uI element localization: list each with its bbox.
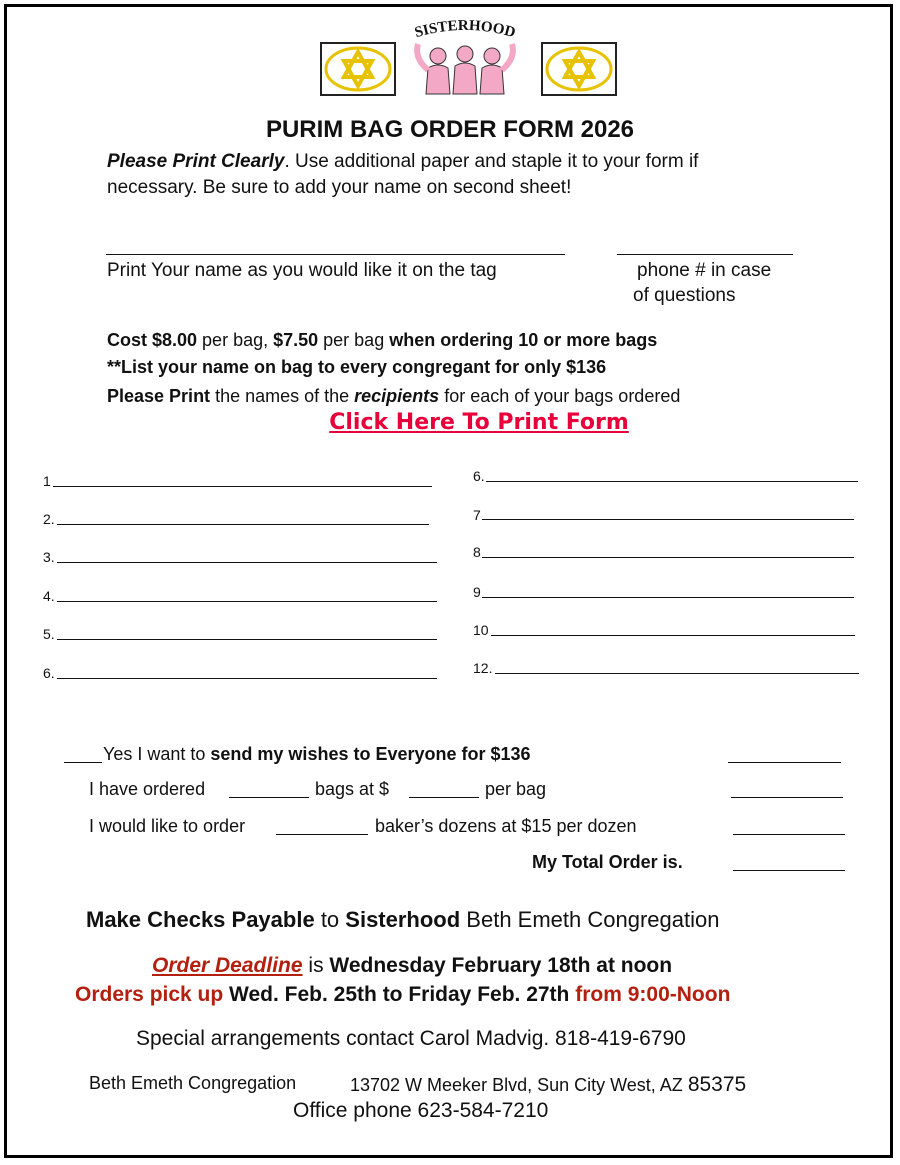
office-phone: Office phone 623-584-7210 xyxy=(293,1099,549,1122)
pickup-label: Orders pick up xyxy=(75,983,224,1006)
ordered-label-1: I have ordered xyxy=(89,779,206,799)
sisterhood-logo xyxy=(400,18,530,96)
bags-count-line[interactable] xyxy=(229,797,309,798)
recipient-line-right-6[interactable] xyxy=(495,673,859,674)
order-deadline-link[interactable]: Order Deadline xyxy=(152,954,303,977)
recipient-number-right-6: 12. xyxy=(473,660,493,676)
checks-text-1: to xyxy=(314,907,346,932)
recipient-number-left-4: 4. xyxy=(43,588,55,604)
recipient-number-left-3: 3. xyxy=(43,549,55,565)
special-arrangements: Special arrangements contact Carol Madvig. 818-419-6790 xyxy=(136,1027,686,1050)
cost-text-1: per bag, xyxy=(197,330,274,350)
star-of-david-left xyxy=(320,42,396,96)
cost-line xyxy=(107,330,657,351)
recipient-number-right-2: 7 xyxy=(473,507,481,523)
name-field-label: Print Your name as you would like it on the tag xyxy=(107,260,497,281)
recipient-number-left-5: 5. xyxy=(43,626,55,642)
address-zip: 85375 xyxy=(687,1073,747,1096)
address-org: Beth Emeth Congregation xyxy=(89,1073,297,1093)
wishes-text: Yes I want to xyxy=(103,744,211,764)
checks-text-2: Beth Emeth Congregation xyxy=(460,907,720,932)
intro-line-2: necessary. Be sure to add your name on second sheet! xyxy=(107,177,572,198)
ordered-label-2: bags at $ xyxy=(315,779,390,799)
recipient-line-left-1[interactable] xyxy=(53,486,432,487)
recipient-line-left-5[interactable] xyxy=(57,639,437,640)
recipient-number-left-6: 6. xyxy=(43,665,55,681)
recipient-number-left-1: 1 xyxy=(43,473,51,489)
recipient-number-right-4: 9 xyxy=(473,584,481,600)
recipient-line-right-3[interactable] xyxy=(482,557,854,558)
phone-field-line[interactable] xyxy=(617,254,793,255)
recipient-number-right-1: 6. xyxy=(473,468,485,484)
print-bold: Please Print xyxy=(107,386,211,406)
recipient-line-left-4[interactable] xyxy=(57,601,437,602)
bags-amount-line[interactable] xyxy=(731,797,843,798)
bakers-amount-line[interactable] xyxy=(733,834,845,835)
recipient-number-right-5: 10 xyxy=(473,622,489,638)
deadline-date: Wednesday February 18th at noon xyxy=(329,954,673,977)
intro-rest-1: . Use additional paper and staple it to your form if xyxy=(284,151,699,172)
svg-text:SISTERHOOD: SISTERHOOD xyxy=(412,18,518,42)
deadline-text: is xyxy=(302,954,330,977)
wishes-bold: send my wishes to Everyone for $136 xyxy=(210,744,531,764)
bakers-label-1: I would like to order xyxy=(89,816,246,836)
list-name-offer: **List your name on bag to every congregant for only $136 xyxy=(107,357,607,377)
name-field-line[interactable] xyxy=(106,254,565,255)
star-of-david-right xyxy=(541,42,617,96)
pickup-hours: from 9:00-Noon xyxy=(575,983,731,1006)
ordered-label-3: per bag xyxy=(485,779,547,799)
print-italic: recipients xyxy=(354,386,440,406)
deadline-line xyxy=(152,954,672,978)
address-line xyxy=(350,1073,746,1097)
print-recipients-line xyxy=(107,386,680,407)
cost-bold-3: when ordering 10 or more bags xyxy=(389,330,658,350)
bakers-count-line[interactable] xyxy=(276,834,368,835)
checks-payable xyxy=(86,907,719,933)
wishes-checkbox-line[interactable] xyxy=(64,762,102,763)
cost-bold-2: $7.50 xyxy=(273,330,319,350)
pickup-dates: Wed. Feb. 25th to Friday Feb. 27th xyxy=(223,983,576,1006)
recipient-line-right-5[interactable] xyxy=(491,635,855,636)
price-per-bag-line[interactable] xyxy=(409,797,479,798)
address-street: 13702 W Meeker Blvd, Sun City West, AZ xyxy=(350,1075,688,1095)
phone-field-label-1: phone # in case xyxy=(637,260,772,281)
intro-lead: Please Print Clearly xyxy=(107,151,285,172)
checks-bold-2: Sisterhood xyxy=(345,907,461,932)
wishes-amount-line[interactable] xyxy=(728,762,841,763)
cost-bold-1: Cost $8.00 xyxy=(107,330,198,350)
page-title: PURIM BAG ORDER FORM 2026 xyxy=(265,116,635,143)
recipient-number-left-2: 2. xyxy=(43,511,55,527)
recipient-line-left-2[interactable] xyxy=(57,524,429,525)
recipient-line-left-6[interactable] xyxy=(57,678,437,679)
bakers-label-2: baker’s dozens at $15 per dozen xyxy=(375,816,637,836)
cost-text-2: per bag xyxy=(318,330,390,350)
intro-line-1 xyxy=(107,151,698,173)
recipient-line-left-3[interactable] xyxy=(57,562,437,563)
recipient-line-right-4[interactable] xyxy=(482,597,854,598)
checks-bold-1: Make Checks Payable xyxy=(86,907,315,932)
recipient-number-right-3: 8 xyxy=(473,544,481,560)
total-label: My Total Order is. xyxy=(532,852,683,872)
phone-field-label-2: of questions xyxy=(633,285,736,306)
total-amount-line[interactable] xyxy=(733,870,845,871)
print-text-1: the names of the xyxy=(210,386,355,406)
print-form-link[interactable]: Click Here To Print Form xyxy=(329,410,629,435)
wishes-option xyxy=(103,744,531,765)
pickup-line xyxy=(75,983,730,1007)
recipient-line-right-1[interactable] xyxy=(486,481,858,482)
print-text-2: for each of your bags ordered xyxy=(439,386,681,406)
recipient-line-right-2[interactable] xyxy=(482,519,854,520)
